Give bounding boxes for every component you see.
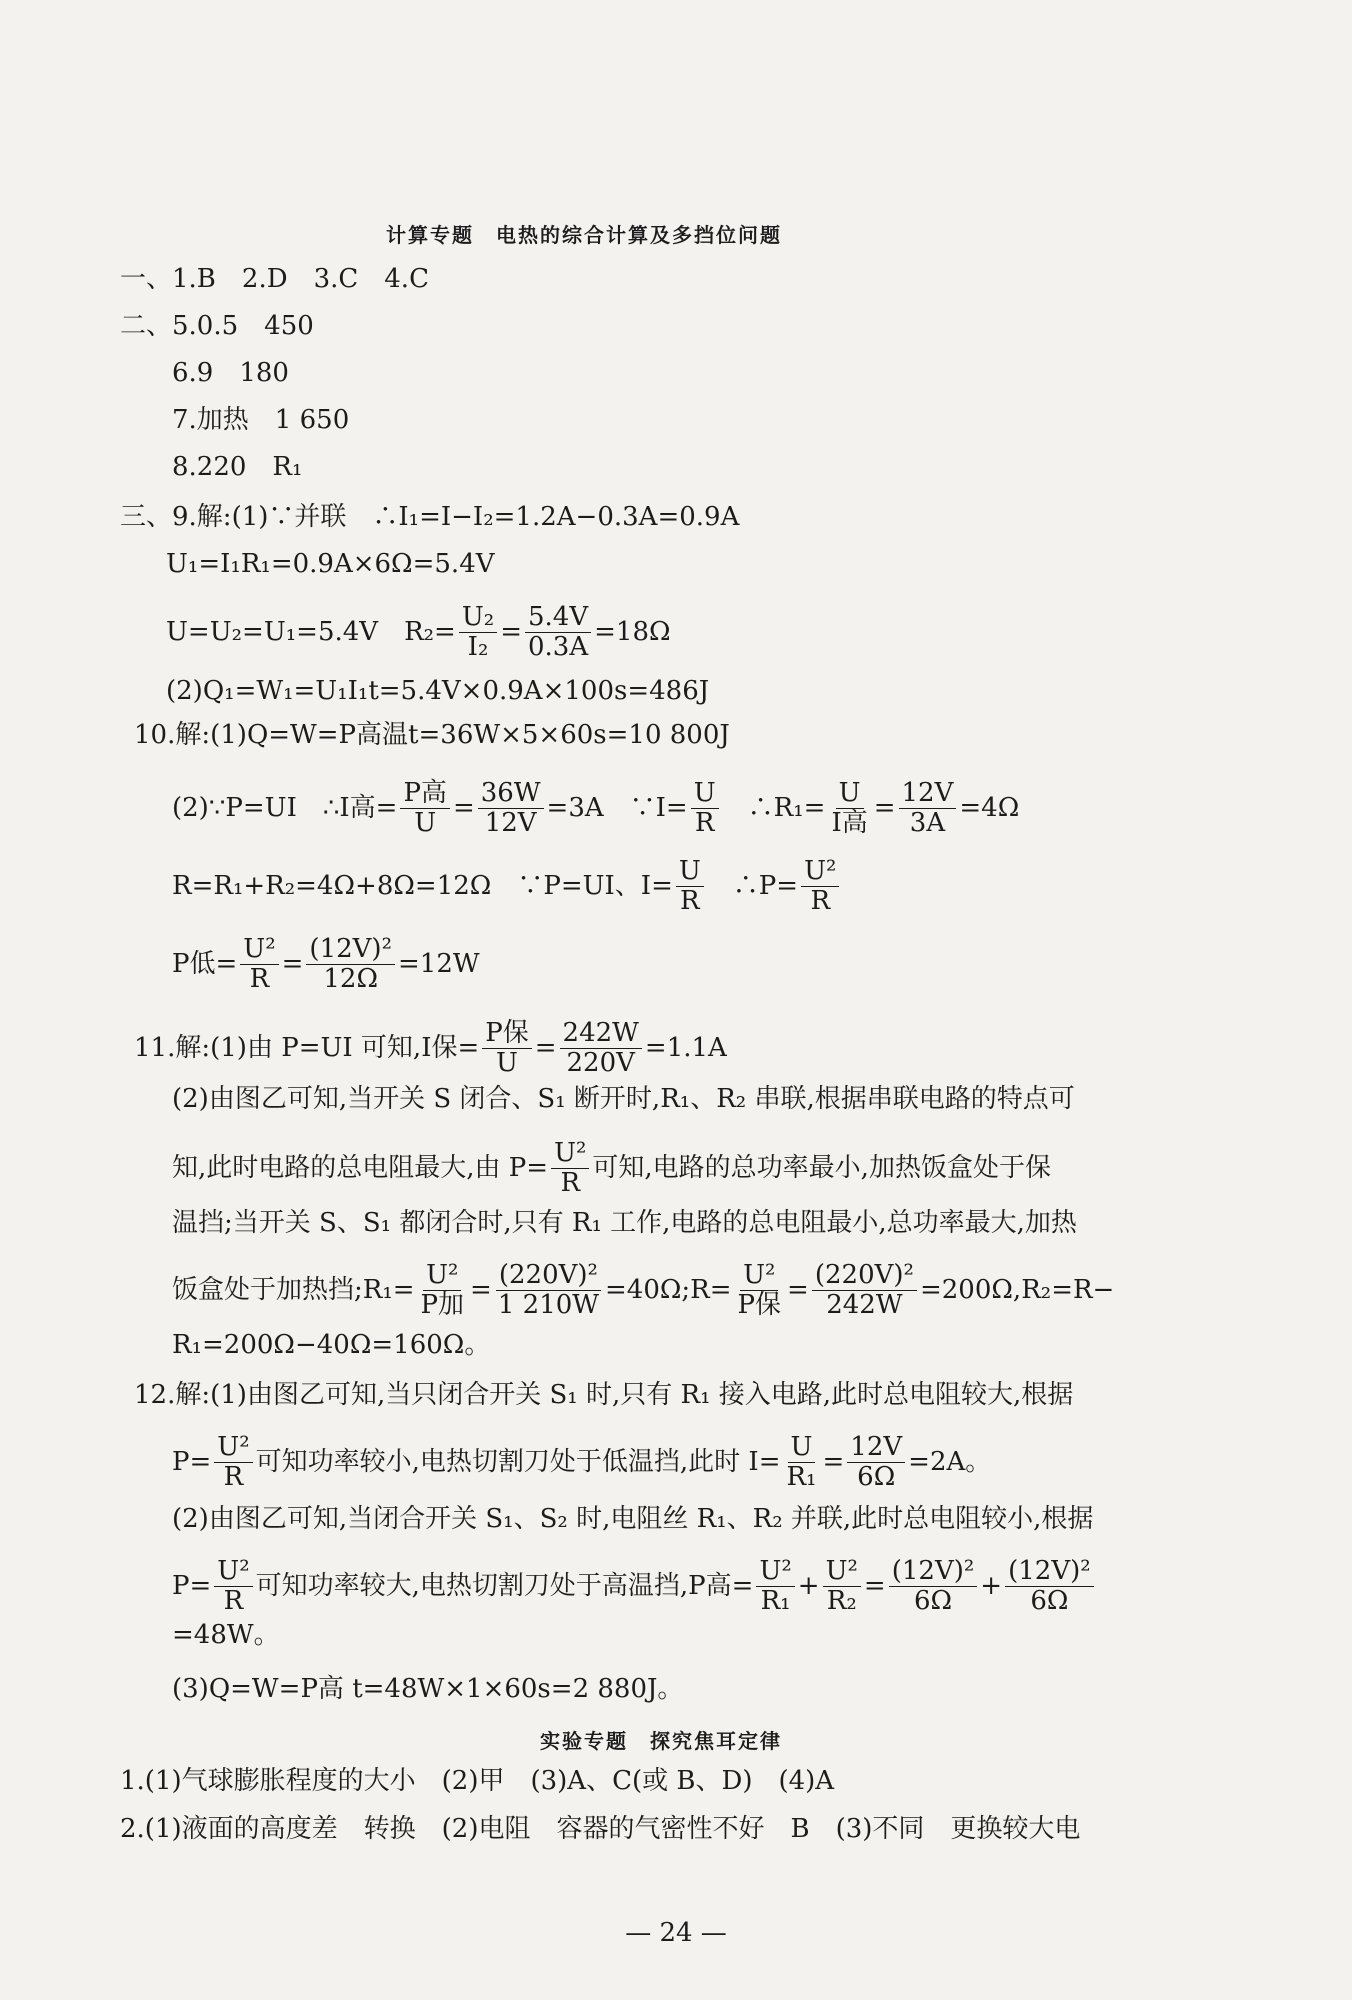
text: P低= (172, 948, 238, 979)
q12-line-b (172, 1434, 991, 1492)
numerator: 12V (847, 1434, 905, 1463)
fraction (735, 1262, 785, 1320)
fraction (801, 858, 839, 916)
numerator: (12V)² (1005, 1558, 1094, 1587)
denominator: 12V (484, 808, 537, 839)
numerator: U² (740, 1262, 778, 1291)
numerator: (220V)² (496, 1262, 601, 1291)
numerator: U² (423, 1262, 461, 1291)
q9-line-d: (2)Q₁=W₁=U₁I₁t=5.4V×0.9A×100s=486J (166, 676, 710, 706)
denominator: I₂ (467, 632, 489, 663)
denominator: 6Ω (857, 1462, 896, 1493)
text: 可知功率较大,电热切割刀处于高温挡,P高= (255, 1570, 754, 1601)
section-heading-calculation: 计算专题 电热的综合计算及多挡位问题 (386, 223, 782, 247)
q12-line-d (172, 1558, 1097, 1616)
numerator: U (676, 858, 704, 887)
fraction (676, 858, 704, 916)
text: 知,此时电路的总电阻最大,由 P= (172, 1152, 549, 1183)
text: U=U₂=U₁=5.4V R₂= (166, 616, 456, 647)
text: =200Ω,R₂=R− (919, 1274, 1115, 1305)
text: =4Ω (959, 792, 1020, 823)
text: ∴P= (706, 870, 799, 901)
q10-line-a: 10.解:(1)Q=W=P高温t=36W×5×60s=10 800J (134, 720, 730, 750)
fraction (459, 604, 497, 662)
denominator: R (223, 1462, 244, 1493)
numerator: U² (214, 1558, 252, 1587)
q9-line-a: 三、9.解:(1)∵并联 ∴I₁=I−I₂=1.2A−0.3A=0.9A (120, 502, 740, 532)
text: =18Ω (594, 616, 671, 647)
text: = (500, 616, 522, 647)
fraction (495, 1262, 602, 1320)
text: + (980, 1570, 1003, 1601)
q9-line-b: U₁=I₁R₁=0.9A×6Ω=5.4V (166, 549, 495, 579)
text: =12W (398, 948, 480, 979)
fraction (214, 1434, 252, 1492)
fraction (847, 1434, 905, 1492)
text: = (873, 792, 896, 823)
fraction (756, 1558, 794, 1616)
numerator: (12V)² (306, 936, 395, 965)
fraction (783, 1434, 819, 1492)
text: 可知,电路的总功率最小,加热饭盒处于保 (592, 1152, 1051, 1183)
denominator: 0.3A (528, 632, 589, 663)
denominator: U (496, 1048, 518, 1079)
denominator: 1 210W (497, 1290, 599, 1321)
q12-line-c: (2)由图乙可知,当闭合开关 S₁、S₂ 时,电阻丝 R₁、R₂ 并联,此时总电阻较小,根据 (172, 1504, 1094, 1534)
q11-line-f: R₁=200Ω−40Ω=160Ω。 (172, 1330, 491, 1360)
text: 11.解:(1)由 P=UI 可知,I保= (134, 1032, 480, 1063)
fraction (899, 780, 957, 838)
numerator: 36W (478, 780, 544, 809)
numerator: P保 (482, 1020, 532, 1049)
numerator: U² (823, 1558, 861, 1587)
fraction (1005, 1558, 1094, 1616)
q11-line-d: 温挡;当开关 S、S₁ 都闭合时,只有 R₁ 工作,电路的总电阻最小,总功率最大,加热 (172, 1208, 1077, 1238)
denominator: R (680, 886, 700, 917)
denominator: R₁ (760, 1586, 791, 1617)
numerator: U₂ (459, 604, 497, 633)
fraction (812, 1262, 917, 1320)
answer-line-6: 6.9 180 (172, 358, 289, 388)
fraction (418, 1262, 468, 1320)
q12-line-e: =48W。 (172, 1620, 280, 1650)
text: = (787, 1274, 809, 1305)
fraction (240, 936, 278, 994)
fraction (214, 1558, 252, 1616)
denominator: R (560, 1168, 581, 1199)
fraction (823, 1558, 861, 1616)
text: =3A ∵I= (546, 792, 688, 823)
numerator: 5.4V (525, 604, 591, 633)
denominator: 6Ω (1030, 1586, 1069, 1617)
fraction (482, 1020, 532, 1078)
q10-line-d (172, 936, 480, 994)
numerator: U (836, 780, 864, 809)
denominator: R (694, 808, 715, 839)
denominator: 242W (826, 1290, 903, 1321)
fraction (478, 780, 544, 838)
numerator: 242W (560, 1020, 642, 1049)
text: R=R₁+R₂=4Ω+8Ω=12Ω ∵P=UI、I= (172, 870, 673, 901)
text: =40Ω;R= (605, 1274, 732, 1305)
text: = (470, 1274, 492, 1305)
denominator: R₁ (786, 1462, 817, 1493)
experiment-answer-1: 1.(1)气球膨胀程度的大小 (2)甲 (3)A、C(或 B、D) (4)A (120, 1766, 835, 1796)
fraction (306, 936, 395, 994)
text: ∴R₁= (721, 792, 826, 823)
fraction (828, 780, 870, 838)
numerator: 12V (899, 780, 957, 809)
fraction (551, 1140, 589, 1198)
text: =2A。 (908, 1446, 992, 1477)
denominator: P保 (737, 1290, 782, 1321)
answer-line-5: 二、5.0.5 450 (120, 311, 314, 341)
denominator: 220V (566, 1048, 635, 1079)
answer-line-1: 一、1.B 2.D 3.C 4.C (120, 264, 429, 294)
numerator: U² (551, 1140, 589, 1169)
numerator: P高 (400, 780, 450, 809)
q12-line-a: 12.解:(1)由图乙可知,当只闭合开关 S₁ 时,只有 R₁ 接入电路,此时总电阻较大,根据 (134, 1380, 1074, 1410)
section-heading-experiment: 实验专题 探究焦耳定律 (540, 1729, 782, 1753)
numerator: (12V)² (889, 1558, 978, 1587)
text: = (822, 1446, 845, 1477)
denominator: 12Ω (323, 964, 379, 995)
text: = (452, 792, 475, 823)
fraction (400, 780, 450, 838)
numerator: (220V)² (812, 1262, 917, 1291)
experiment-answer-2: 2.(1)液面的高度差 转换 (2)电阻 容器的气密性不好 B (3)不同 更换较大电 (120, 1814, 1081, 1844)
numerator: U (691, 780, 719, 809)
numerator: U² (801, 858, 839, 887)
text: =1.1A (644, 1032, 727, 1063)
page-number: — 24 — (625, 1918, 727, 1948)
denominator: U (414, 808, 437, 839)
numerator: U² (240, 936, 278, 965)
fraction (560, 1020, 642, 1078)
fraction (691, 780, 719, 838)
answer-line-8: 8.220 R₁ (172, 452, 303, 482)
text: = (281, 948, 304, 979)
fraction (525, 604, 591, 662)
numerator: U² (214, 1434, 252, 1463)
text: (2)∵P=UI ∴I高= (172, 792, 398, 823)
q11-line-c (172, 1140, 1051, 1198)
numerator: U² (756, 1558, 794, 1587)
denominator: 3A (909, 808, 946, 839)
denominator: I高 (831, 808, 868, 839)
text: P= (172, 1570, 212, 1601)
text: 可知功率较小,电热切割刀处于低温挡,此时 I= (255, 1446, 781, 1477)
text: = (863, 1570, 886, 1601)
q12-line-f: (3)Q=W=P高 t=48W×1×60s=2 880J。 (172, 1674, 684, 1704)
denominator: 6Ω (913, 1586, 953, 1617)
denominator: R (249, 964, 270, 995)
q10-line-b (172, 780, 1019, 838)
text: = (534, 1032, 557, 1063)
text: + (797, 1570, 820, 1601)
q11-line-a (134, 1020, 727, 1078)
answer-line-7: 7.加热 1 650 (172, 405, 350, 435)
numerator: U (788, 1434, 816, 1463)
denominator: R (223, 1586, 244, 1617)
denominator: P加 (420, 1290, 465, 1321)
text: P= (172, 1446, 212, 1477)
text: 饭盒处于加热挡;R₁= (172, 1274, 415, 1305)
q11-line-b: (2)由图乙可知,当开关 S 闭合、S₁ 断开时,R₁、R₂ 串联,根据串联电路的特点可 (172, 1084, 1075, 1114)
denominator: R (810, 886, 831, 917)
fraction (889, 1558, 978, 1616)
q10-line-c (172, 858, 842, 916)
q9-line-c (166, 604, 671, 662)
q11-line-e (172, 1262, 1114, 1320)
denominator: R₂ (826, 1586, 857, 1617)
